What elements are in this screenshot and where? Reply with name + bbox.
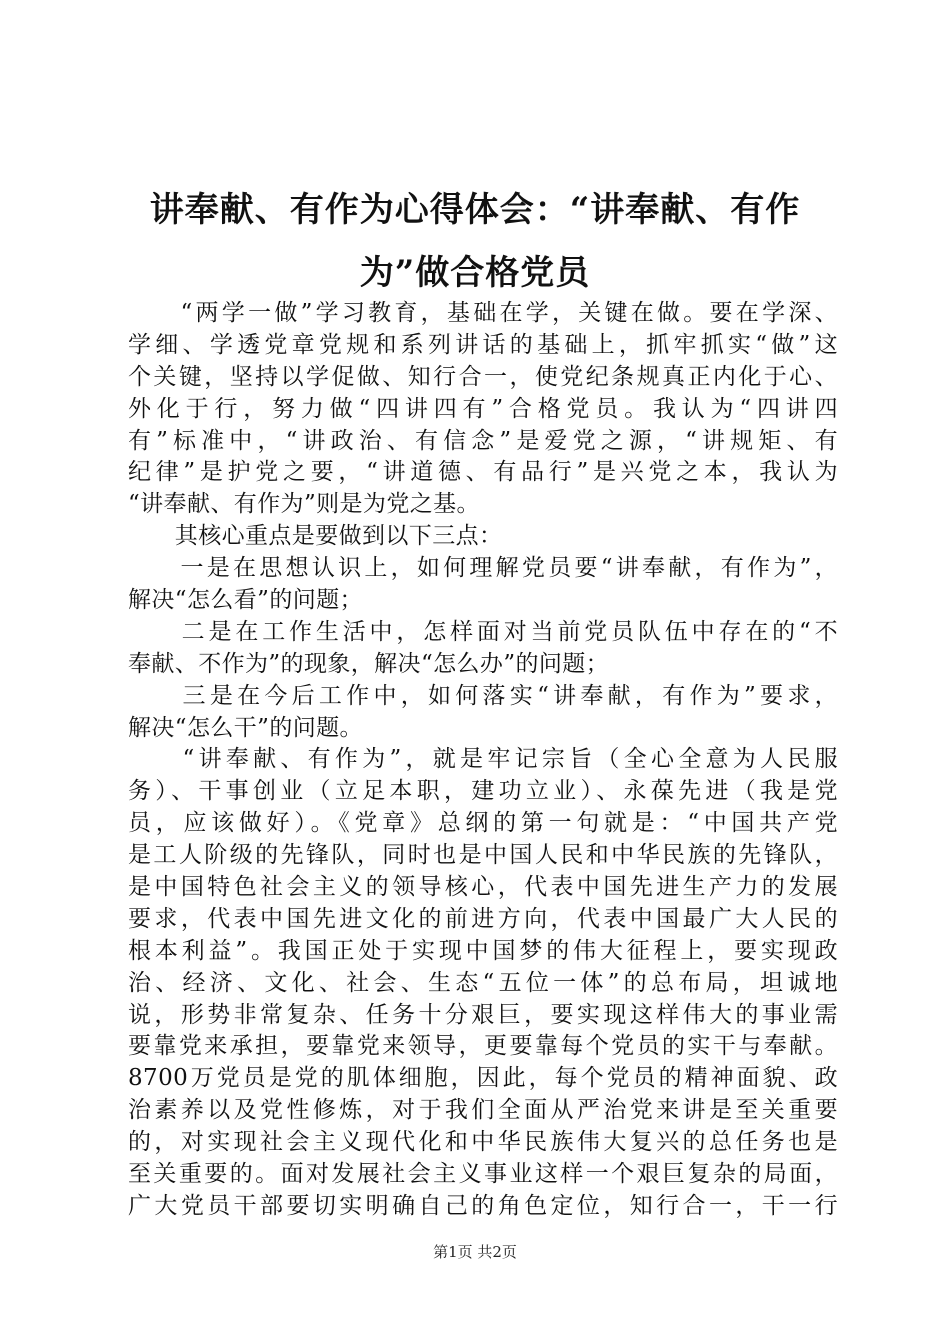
page-footer: 第1页 共2页 bbox=[433, 1243, 517, 1261]
body-line: 至关重要的。面对发展社会主义事业这样一个艰巨复杂的局面， bbox=[128, 1161, 838, 1188]
body-line: 解决“怎么看”的问题； bbox=[128, 587, 363, 614]
body-line: 纪律”是护党之要，“讲道德、有品行”是兴党之本，我认为 bbox=[128, 459, 838, 486]
body-line: 根本利益”。我国正处于实现中国梦的伟大征程上，要实现政 bbox=[128, 937, 838, 964]
body-line: 的，对实现社会主义现代化和中华民族伟大复兴的总任务也是 bbox=[128, 1129, 838, 1156]
body-line: 广大党员干部要切实明确自己的角色定位，知行合一，干一行 bbox=[128, 1192, 838, 1219]
body-line: 奉献、不作为”的现象，解决“怎么办”的问题； bbox=[128, 650, 610, 677]
body-line: “讲奉献、有作为”则是为党之基。 bbox=[128, 491, 480, 518]
body-line: “两学一做”学习教育，基础在学，关键在做。要在学深、 bbox=[128, 300, 838, 326]
body-line: 其核心重点是要做到以下三点： bbox=[128, 523, 503, 550]
body-line: 要靠党来承担，要靠党来领导，更要靠每个党员的实干与奉献。 bbox=[128, 1033, 838, 1060]
body-line: 员，应该做好）。《党章》总纲的第一句就是：“中国共产党 bbox=[128, 810, 838, 837]
body-line: 一是在思想认识上，如何理解党员要“讲奉献，有作为”， bbox=[128, 555, 838, 582]
body-line: “讲奉献、有作为”，就是牢记宗旨（全心全意为人民服 bbox=[128, 746, 838, 773]
document-title-line-1: 讲奉献、有作为心得体会：“讲奉献、有作 bbox=[149, 190, 801, 230]
body-line: 说，形势非常复杂、任务十分艰巨，要实现这样伟大的事业需 bbox=[128, 1001, 838, 1028]
body-line: 外化于行，努力做“四讲四有”合格党员。我认为“四讲四 bbox=[128, 395, 838, 422]
body-line: 治、经济、文化、社会、生态“五位一体”的总布局，坦诚地 bbox=[128, 969, 838, 996]
body-line: 务）、干事创业（立足本职，建功立业）、永葆先进（我是党 bbox=[128, 778, 838, 805]
body-line: 学细、学透党章党规和系列讲话的基础上，抓牢抓实“做”这 bbox=[128, 331, 838, 358]
body-line: 三是在今后工作中，如何落实“讲奉献，有作为”要求， bbox=[128, 682, 838, 709]
body-line: 是中国特色社会主义的领导核心，代表中国先进生产力的发展 bbox=[128, 874, 838, 901]
body-line: 治素养以及党性修炼，对于我们全面从严治党来讲是至关重要 bbox=[128, 1097, 838, 1124]
body-line: 解决“怎么干”的问题。 bbox=[128, 714, 363, 741]
document-body bbox=[128, 298, 838, 1223]
document-title-line-2: 为”做合格党员 bbox=[359, 253, 591, 293]
body-line: 8700万党员是党的肌体细胞，因此，每个党员的精神面貌、政 bbox=[128, 1065, 838, 1092]
body-line: 是工人阶级的先锋队，同时也是中国人民和中华民族的先锋队， bbox=[128, 842, 838, 869]
body-line: 有”标准中，“讲政治、有信念”是爱党之源，“讲规矩、有 bbox=[128, 427, 838, 454]
body-line: 二是在工作生活中，怎样面对当前党员队伍中存在的“不 bbox=[128, 618, 838, 645]
body-line: 个关键，坚持以学促做、知行合一，使党纪条规真正内化于心、 bbox=[128, 363, 838, 390]
body-line: 要求，代表中国先进文化的前进方向，代表中国最广大人民的 bbox=[128, 905, 838, 932]
